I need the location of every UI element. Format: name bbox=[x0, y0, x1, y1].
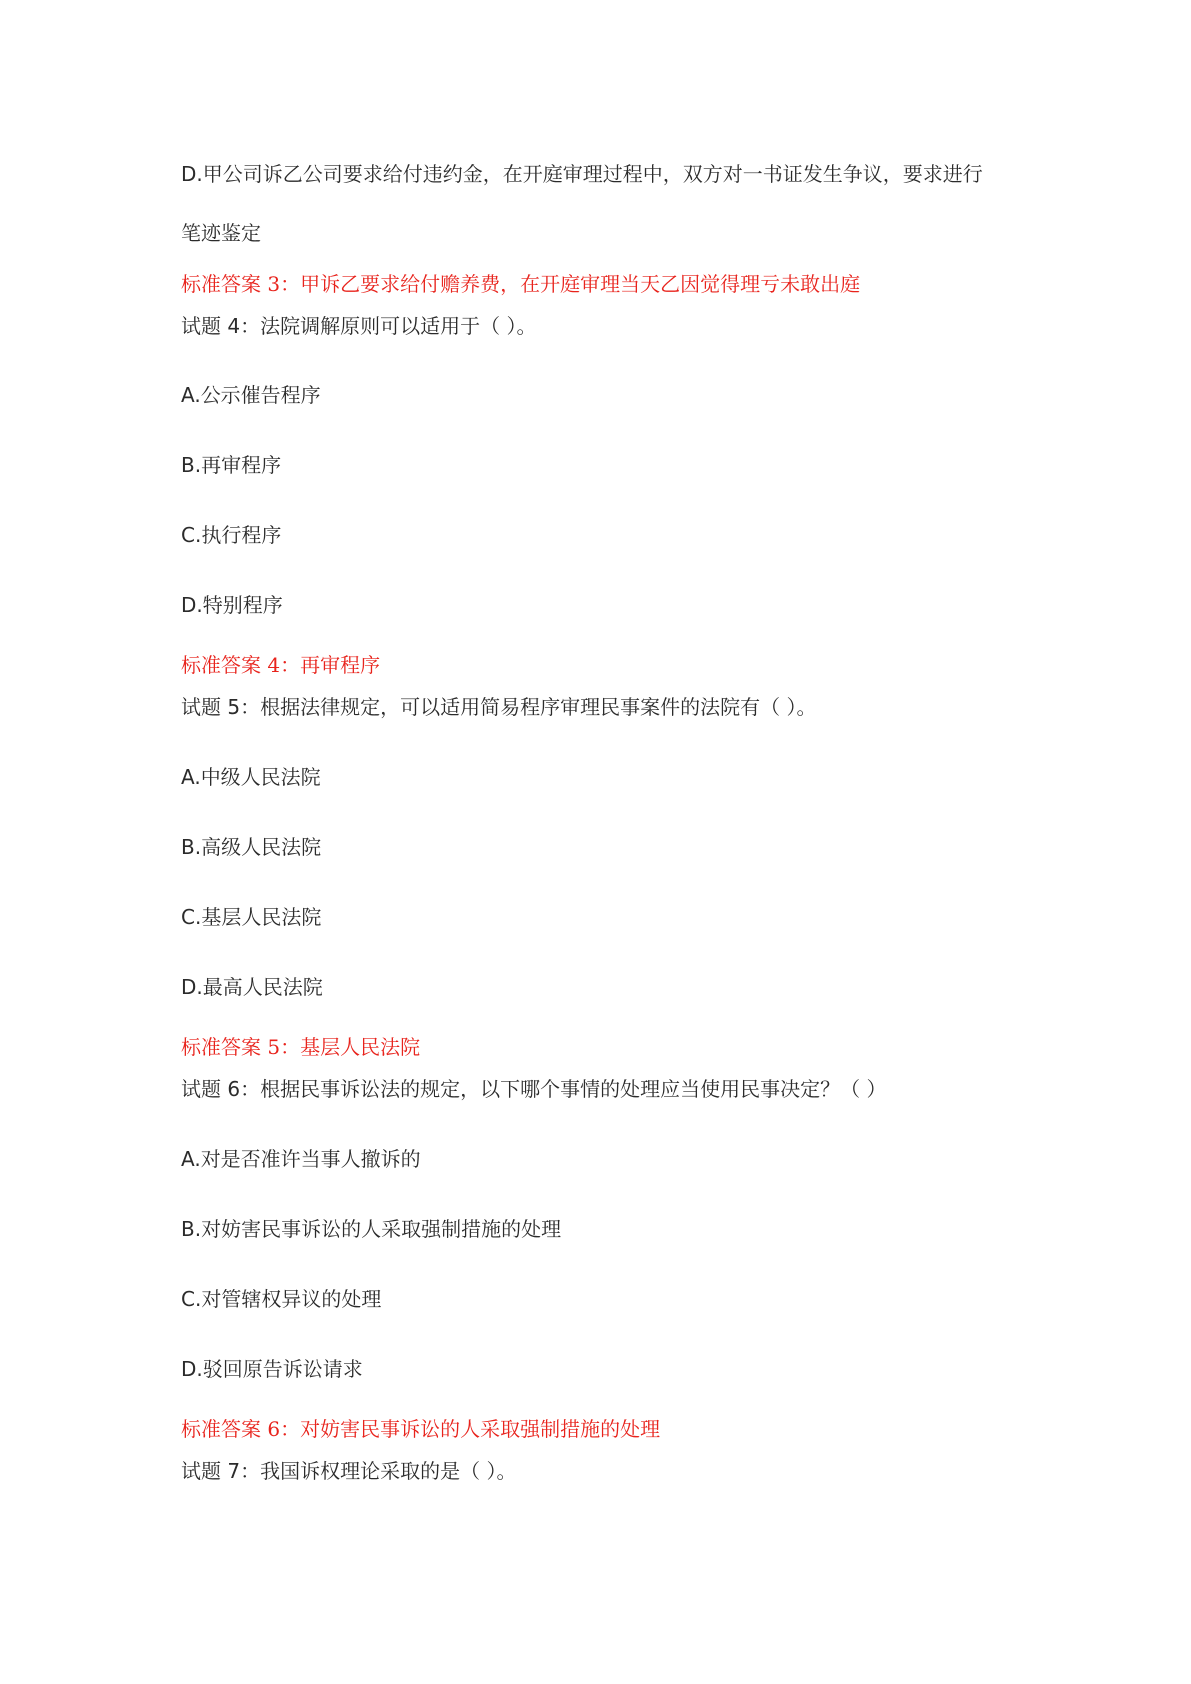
q3-option-d-line1: D.甲公司诉乙公司要求给付违约金，在开庭审理过程中，双方对一书证发生争议，要求进行 bbox=[181, 162, 983, 186]
question-4-option-c: C.执行程序 bbox=[181, 523, 282, 547]
question-5-option-c: C.基层人民法院 bbox=[181, 905, 322, 929]
question-4-option-a: A.公示催告程序 bbox=[181, 383, 321, 407]
question-6-stem: 试题 6：根据民事诉讼法的规定，以下哪个事情的处理应当使用民事决定？（ ） bbox=[181, 1077, 887, 1101]
question-6-option-a: A.对是否准许当事人撤诉的 bbox=[181, 1147, 421, 1171]
question-4-stem: 试题 4：法院调解原则可以适用于（ ）。 bbox=[181, 314, 537, 338]
answer-4: 标准答案 4：再审程序 bbox=[181, 653, 381, 677]
question-6-option-d: D.驳回原告诉讼请求 bbox=[181, 1357, 363, 1381]
answer-3: 标准答案 3：甲诉乙要求给付赡养费，在开庭审理当天乙因觉得理亏未敢出庭 bbox=[181, 272, 861, 296]
question-6-option-b: B.对妨害民事诉讼的人采取强制措施的处理 bbox=[181, 1217, 562, 1241]
question-4-option-d: D.特别程序 bbox=[181, 593, 283, 617]
question-4-option-b: B.再审程序 bbox=[181, 453, 282, 477]
question-5-option-d: D.最高人民法院 bbox=[181, 975, 323, 999]
answer-6: 标准答案 6：对妨害民事诉讼的人采取强制措施的处理 bbox=[181, 1417, 661, 1441]
question-7-stem: 试题 7：我国诉权理论采取的是（ ）。 bbox=[181, 1459, 517, 1483]
question-5-stem: 试题 5：根据法律规定，可以适用简易程序审理民事案件的法院有（ ）。 bbox=[181, 695, 817, 719]
q3-option-d-line2: 笔迹鉴定 bbox=[181, 221, 261, 245]
answer-5: 标准答案 5：基层人民法院 bbox=[181, 1035, 421, 1059]
question-6-option-c: C.对管辖权异议的处理 bbox=[181, 1287, 382, 1311]
question-5-option-b: B.高级人民法院 bbox=[181, 835, 322, 859]
question-5-option-a: A.中级人民法院 bbox=[181, 765, 321, 789]
